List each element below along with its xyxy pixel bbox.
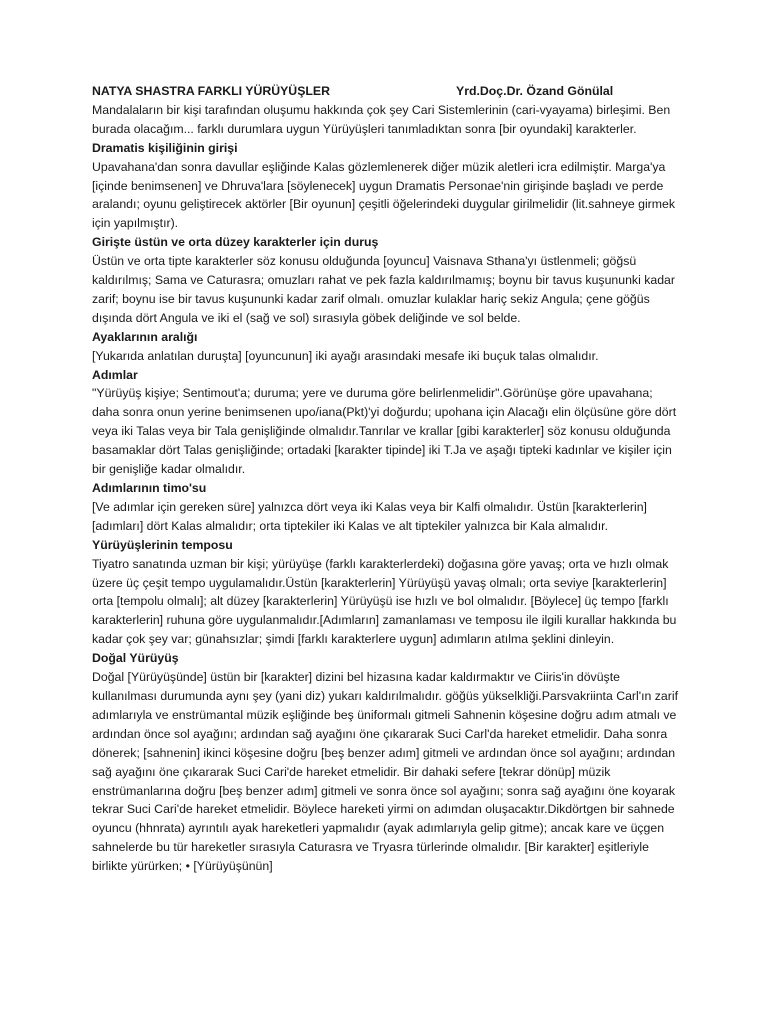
section-heading: Yürüyüşlerinin temposu <box>92 537 233 552</box>
section-heading: Doğal Yürüyüş <box>92 651 179 666</box>
section-paragraph: "Yürüyüş kişiye; Sentimout'a; duruma; yere ve duruma göre belirlenmelidir".Görünüşe göre upavahana; daha sonra onun yerine benimsenen upo/iana(Pkt)'yi doğurdu; upohana için Alacağı elin ölçüsüne göre dört veya iki Talas veya bir Tala genişliğinde olmalıdır.Tanrılar ve krallar [gibi karakterler] söz konusu olduğunda basamaklar dört Talas genişliğinde; ortadaki [karakter tipinde] iki T.Ja ve aşağı tipteki kadınlar ve kişiler için bir genişliğe kadar olmalıdır. <box>92 386 677 477</box>
section-heading: Dramatis kişiliğinin girişi <box>92 140 238 155</box>
document-page <box>92 82 682 876</box>
document-header <box>92 82 682 101</box>
section-paragraph: Doğal [Yürüyüşünde] üstün bir [karakter] dizini bel hizasına kadar kaldırmaktır ve Ciiris'in dövüşte kullanılması durumunda aynı şey (yani diz) yukarı kaldırılmalıdır. göğüs yükselkliği.Parsvakriinta Carl'ın zarif adımlarıyla ve enstrümantal müzik eşliğinde beş üniformalı gitmeli Sahnenin köşesine doğru adım atmalı ve ardından önce sol ayağını; ardından sağ ayağını öne çıkararak Suci Carl'da hareket etmelidir. Daha sonra dönerek; [sahnenin] ikinci köşesine doğru [beş benzer adım] gitmeli ve ardından önce sol ayağını; ardından sağ ayağını öne çıkararak Suci Cari'de hareket etmelidir. Bir dahaki sefere [tekrar dönüp] müzik enstrümanlarına doğru [beş benzer adım] gitmeli ve sonra önce sol ayağını; sonra sağ ayağını öne koyarak tekrar Suci Cari'de hareket etmelidir. Böylece hareketi yirmi on adımdan oluşacaktır.Dikdörtgen bir sahnede oyuncu (hhnrata) ayrıntılı ayak hareketleri yapmalıdır (ayak adımlarıyla gelip gitme); ancak kare ve üçgen sahnelerde bu tür hareketler sırasıyla Caturasra ve Tryasra türlerinde olmalıdır. [Bir karakter] eşitleriyle birlikte yürürken; • [Yürüyüşünün] <box>92 670 678 874</box>
section-heading: Girişte üstün ve orta düzey karakterler için duruş <box>92 235 379 250</box>
section-paragraph: Üstün ve orta tipte karakterler söz konusu olduğunda [oyuncu] Vaisnava Sthana'yı üstlenmeli; göğsü kaldırılmış; Sama ve Caturasra; omuzları rahat ve pek fazla kaldırılmamış; boynu bir tavus kuşununki kadar zarif; boynu ise bir tavus kuşununki kadar zarif olmalı. omuzlar kulaklar hariç sekiz Angula; çene göğüs dışında dört Angula ve iki el (sağ ve sol) sırasıyla göbek deliğinde ve sol belde. <box>92 254 675 325</box>
document-author: Yrd.Doç.Dr. Özand Gönülal <box>456 84 614 98</box>
section-heading: Adımlarının timo'su <box>92 481 207 496</box>
section-paragraph: Tiyatro sanatında uzman bir kişi; yürüyüşe (farklı karakterlerdeki) doğasına göre yavaş; orta ve hızlı olmak üzere üç çeşit tempo uygulamalıdır.Üstün [karakterlerin] Yürüyüşü yavaş olmalı; orta seviye [karakterlerin] orta [tempolu olmalı]; alt düzey [karakterlerin] Yürüyüşü ise hızlı ve bol olmalıdır. [Böylece] üç tempo [farklı karakterlerin] ruhuna göre uygulanmalıdır.[Adımların] zamanlaması ve temposu ile ilgili kurallar hakkında bu kadar çok şey var; günahsızlar; şimdi [farklı karakterlere uygun] adımların atılma şeklini dinleyin. <box>92 556 677 647</box>
document-title: NATYA SHASTRA FARKLI YÜRÜYÜŞLER <box>92 84 330 98</box>
section-heading: Ayaklarının aralığı <box>92 329 198 344</box>
section-paragraph: [Yukarıda anlatılan duruşta] [oyuncunun] iki ayağı arasındaki mesafe iki buçuk talas olmalıdır. <box>92 348 599 363</box>
section-paragraph: [Ve adımlar için gereken süre] yalnızca dört veya iki Kalas veya bir Kalfi olmalıdır. Üstün [karakterlerin] [adımları] dört Kalas almalıdır; orta tiptekiler iki Kalas ve alt tiptekiler yalnızca bir Kala almalıdır. <box>92 499 647 533</box>
section-paragraph: Upavahana'dan sonra davullar eşliğinde Kalas gözlemlenerek diğer müzik aletleri icra edilmiştir. Marga'ya [içinde benimsenen] ve Dhruva'lara [söylenecek] uygun Dramatis Personae'nin girişinde başladı ve perde aralandı; oyunu geliştirecek aktörler [Bir oyunun] çeşitli öğelerindeki duygular girilmelidir (lit.sahneye girmek için yapılmıştır). <box>92 159 676 231</box>
intro-paragraph: Mandalaların bir kişi tarafından oluşumu hakkında çok şey Cari Sistemlerinin (cari-vyayama) birleşimi. Ben burada olacağım... farklı durumlara uygun Yürüyüşleri tanımladıktan sonra [bir oyundaki] karakterler. <box>92 102 671 136</box>
section-heading: Adımlar <box>92 367 138 382</box>
